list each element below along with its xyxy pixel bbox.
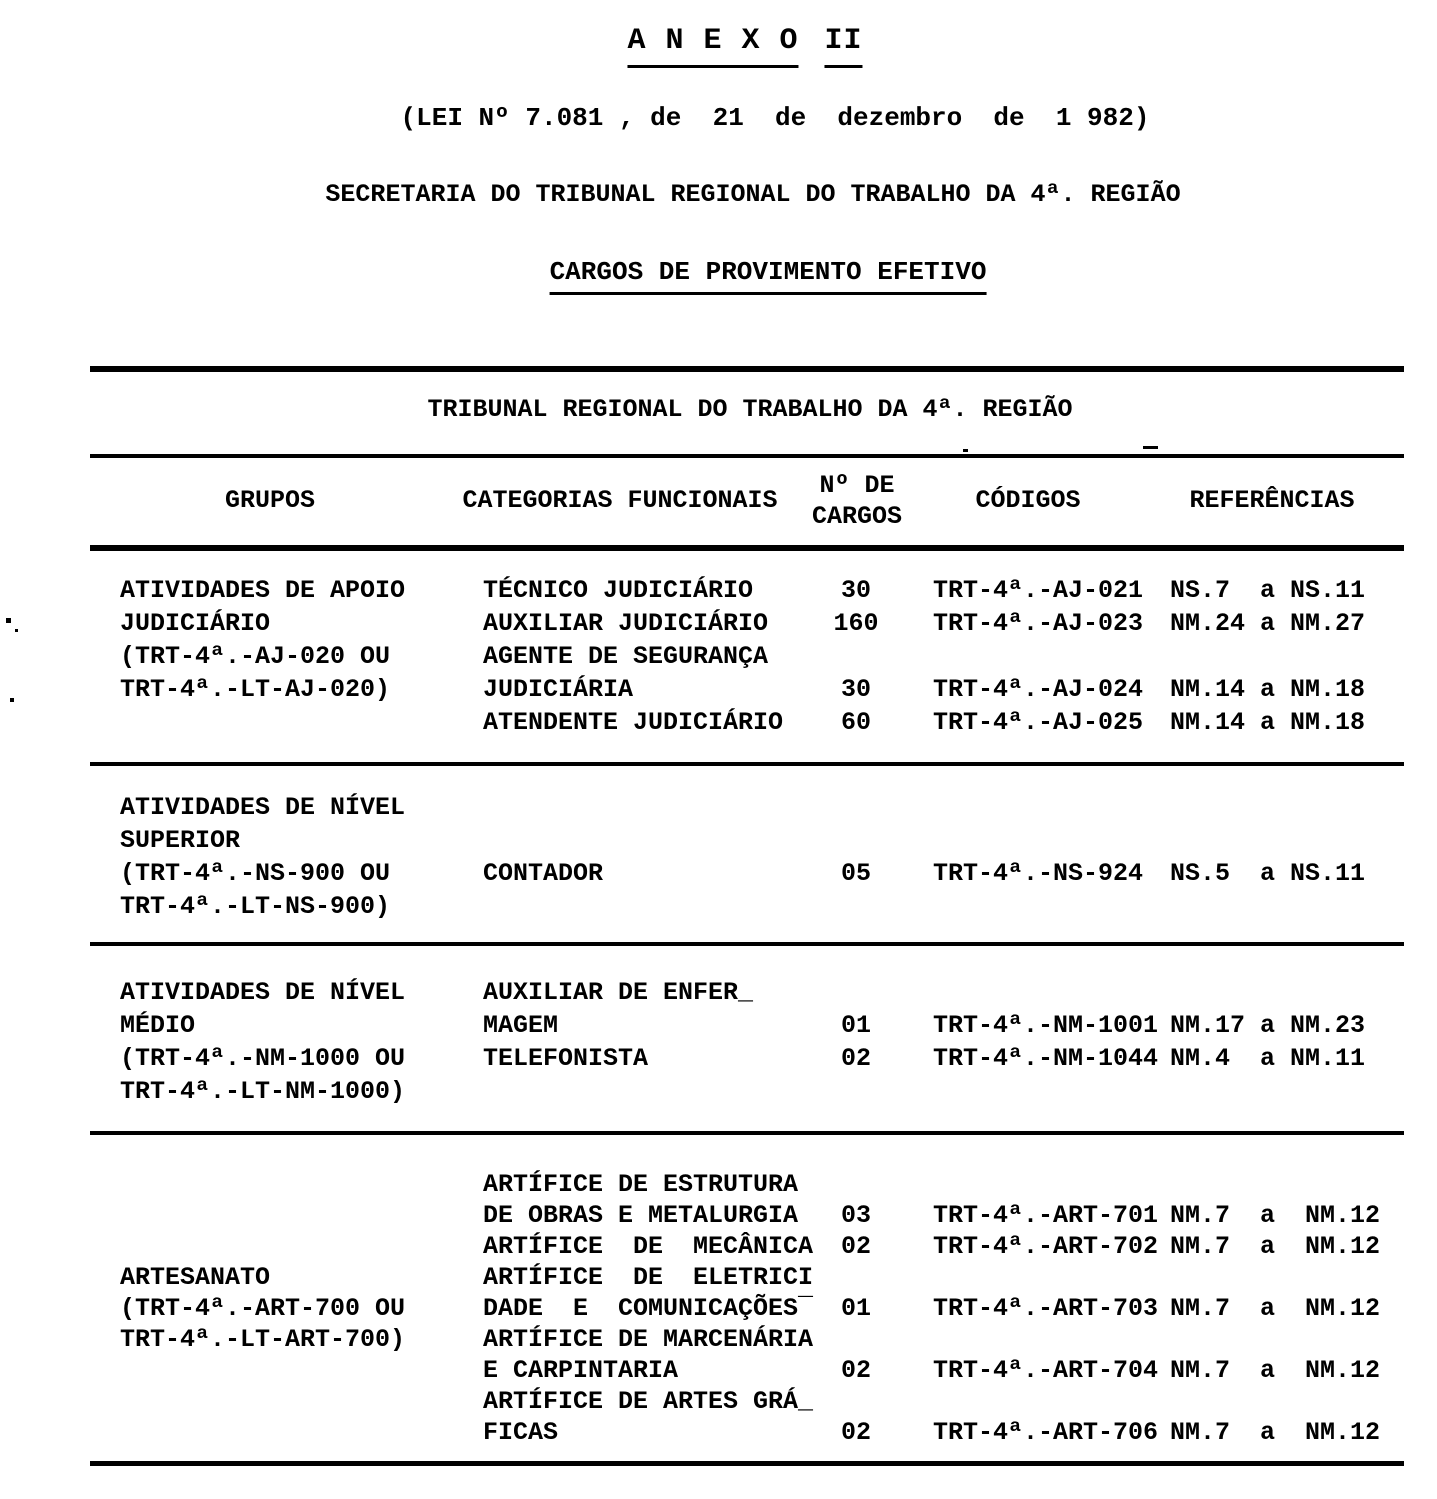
cell-categoria: DE OBRAS E METALURGIA xyxy=(483,1201,799,1230)
table-row xyxy=(0,708,1437,741)
table-rule-below-headers xyxy=(90,545,1404,551)
column-header-codigos: CÓDIGOS xyxy=(975,486,1081,515)
cell-categoria: TÉCNICO JUDICIÁRIO xyxy=(483,576,754,605)
table-row xyxy=(0,978,1437,1011)
cell-grupo: (TRT-4ª.-NM-1000 OU xyxy=(120,1044,406,1073)
table-rule-top xyxy=(90,366,1404,372)
cell-codigo: TRT-4ª.-AJ-021 xyxy=(933,576,1144,605)
cell-num-cargos: 30 xyxy=(840,675,871,704)
cell-grupo: ATIVIDADES DE APOIO xyxy=(120,576,406,605)
scan-speck xyxy=(1143,446,1158,449)
cell-referencia: NM.14 a NM.18 xyxy=(1170,675,1366,704)
column-header-num-cargos-line1: Nº DE xyxy=(819,471,895,500)
cell-num-cargos: 30 xyxy=(840,576,871,605)
cell-grupo: TRT-4ª.-LT-AJ-020) xyxy=(120,675,391,704)
cell-referencia: NM.14 a NM.18 xyxy=(1170,708,1366,737)
scan-speck xyxy=(6,618,11,623)
cell-categoria: ARTÍFICE DE ELETRICI xyxy=(483,1263,814,1292)
cell-referencia: NM.7 a NM.12 xyxy=(1170,1418,1381,1447)
scan-speck xyxy=(963,449,968,452)
law-reference: (LEI Nº 7.081 , de 21 de dezembro de 1 982) xyxy=(400,103,1150,133)
cell-grupo: ATIVIDADES DE NÍVEL xyxy=(120,978,406,1007)
table-row xyxy=(0,826,1437,859)
table-row xyxy=(0,1077,1437,1110)
cell-categoria: ARTÍFICE DE ESTRUTURA xyxy=(483,1170,799,1199)
cell-num-cargos: 02 xyxy=(840,1418,871,1447)
column-header-categorias: CATEGORIAS FUNCIONAIS xyxy=(462,486,778,515)
cell-codigo: TRT-4ª.-NM-1044 xyxy=(933,1044,1159,1073)
table-row xyxy=(0,1201,1437,1232)
cell-codigo: TRT-4ª.-ART-703 xyxy=(933,1294,1159,1323)
cell-categoria: MAGEM xyxy=(483,1011,559,1040)
cell-categoria: DADE E COMUNICAÇÕES¯ xyxy=(483,1294,814,1323)
cell-categoria: TELEFONISTA xyxy=(483,1044,649,1073)
cell-referencia: NS.5 a NS.11 xyxy=(1170,859,1366,888)
table-rule-below-title xyxy=(90,454,1404,458)
table-row xyxy=(0,1263,1437,1294)
cell-categoria: JUDICIÁRIA xyxy=(483,675,634,704)
section-nivel-medio xyxy=(0,978,1437,1110)
cell-grupo: TRT-4ª.-LT-NM-1000) xyxy=(120,1077,406,1106)
table-rule-section-2 xyxy=(90,942,1404,946)
table-row xyxy=(0,642,1437,675)
cell-grupo: (TRT-4ª.-ART-700 OU xyxy=(120,1294,406,1323)
cell-codigo: TRT-4ª.-ART-701 xyxy=(933,1201,1159,1230)
column-header-referencias: REFERÊNCIAS xyxy=(1189,486,1355,515)
cell-grupo: TRT-4ª.-LT-NS-900) xyxy=(120,892,391,921)
cell-categoria: CONTADOR xyxy=(483,859,604,888)
cell-num-cargos: 02 xyxy=(840,1232,871,1261)
document-title xyxy=(614,24,875,68)
cell-codigo: TRT-4ª.-ART-702 xyxy=(933,1232,1159,1261)
document-title-word: A N E X O xyxy=(627,24,798,68)
organization-line: SECRETARIA DO TRIBUNAL REGIONAL DO TRABALHO DA 4ª. REGIÃO xyxy=(325,180,1181,209)
column-header-num-cargos-line2: CARGOS xyxy=(811,502,903,531)
table-row xyxy=(0,675,1437,708)
cell-categoria: FICAS xyxy=(483,1418,559,1447)
cell-codigo: TRT-4ª.-AJ-023 xyxy=(933,609,1144,638)
table-row xyxy=(0,1356,1437,1387)
cell-referencia: NM.17 a NM.23 xyxy=(1170,1011,1366,1040)
section-nivel-superior xyxy=(0,793,1437,925)
table-row xyxy=(0,1418,1437,1449)
cell-grupo: (TRT-4ª.-NS-900 OU xyxy=(120,859,391,888)
table-title: TRIBUNAL REGIONAL DO TRABALHO DA 4ª. REGIÃO xyxy=(427,395,1073,424)
cell-num-cargos: 01 xyxy=(840,1294,871,1323)
cell-categoria: ATENDENTE JUDICIÁRIO xyxy=(483,708,784,737)
cell-num-cargos: 60 xyxy=(840,708,871,737)
cell-grupo: MÉDIO xyxy=(120,1011,196,1040)
table-rule-section-3 xyxy=(90,1131,1404,1135)
cell-codigo: TRT-4ª.-AJ-024 xyxy=(933,675,1144,704)
cell-codigo: TRT-4ª.-ART-706 xyxy=(933,1418,1159,1447)
cell-codigo: TRT-4ª.-NS-924 xyxy=(933,859,1144,888)
cell-num-cargos: 01 xyxy=(840,1011,871,1040)
cell-categoria: AUXILIAR JUDICIÁRIO xyxy=(483,609,769,638)
cell-num-cargos: 02 xyxy=(840,1044,871,1073)
cell-num-cargos: 160 xyxy=(833,609,879,638)
cell-codigo: TRT-4ª.-AJ-025 xyxy=(933,708,1144,737)
table-rule-section-1 xyxy=(90,762,1404,766)
table-row xyxy=(0,1325,1437,1356)
cell-grupo: ARTESANATO xyxy=(120,1263,271,1292)
column-header-num-cargos xyxy=(812,470,902,532)
cell-grupo: TRT-4ª.-LT-ART-700) xyxy=(120,1325,406,1354)
table-row xyxy=(0,892,1437,925)
table-row xyxy=(0,576,1437,609)
table-row xyxy=(0,1387,1437,1418)
table-rule-bottom xyxy=(90,1461,1404,1466)
cell-categoria: AUXILIAR DE ENFER_ xyxy=(483,978,754,1007)
cell-categoria: E CARPINTARIA xyxy=(483,1356,679,1385)
cell-categoria: ARTÍFICE DE ARTES GRÁ_ xyxy=(483,1387,814,1416)
cell-grupo: JUDICIÁRIO xyxy=(120,609,271,638)
cell-grupo: ATIVIDADES DE NÍVEL xyxy=(120,793,406,822)
section-apoio-judiciario xyxy=(0,576,1437,741)
document-subject xyxy=(550,257,987,295)
cell-referencia: NM.7 a NM.12 xyxy=(1170,1201,1381,1230)
cell-categoria: ARTÍFICE DE MARCENÁRIA xyxy=(483,1325,814,1354)
scan-speck xyxy=(15,629,18,632)
cell-num-cargos: 02 xyxy=(840,1356,871,1385)
cell-referencia: NM.7 a NM.12 xyxy=(1170,1294,1381,1323)
table-row xyxy=(0,1294,1437,1325)
column-header-grupos: GRUPOS xyxy=(224,486,316,515)
table-row xyxy=(0,793,1437,826)
cell-num-cargos: 05 xyxy=(840,859,871,888)
cell-grupo: (TRT-4ª.-AJ-020 OU xyxy=(120,642,391,671)
cell-referencia: NM.7 a NM.12 xyxy=(1170,1232,1381,1261)
table-row xyxy=(0,1170,1437,1201)
cell-codigo: TRT-4ª.-ART-704 xyxy=(933,1356,1159,1385)
section-artesanato xyxy=(0,1170,1437,1449)
cell-referencia: NM.4 a NM.11 xyxy=(1170,1044,1366,1073)
cell-referencia: NM.7 a NM.12 xyxy=(1170,1356,1381,1385)
table-row xyxy=(0,1044,1437,1077)
document-subject-text: CARGOS DE PROVIMENTO EFETIVO xyxy=(550,257,987,295)
table-row xyxy=(0,1232,1437,1263)
document-title-number: II xyxy=(825,24,863,68)
table-row xyxy=(0,609,1437,642)
cell-referencia: NM.24 a NM.27 xyxy=(1170,609,1366,638)
scan-speck xyxy=(10,698,14,702)
cell-categoria: AGENTE DE SEGURANÇA xyxy=(483,642,769,671)
cell-num-cargos: 03 xyxy=(840,1201,871,1230)
cell-codigo: TRT-4ª.-NM-1001 xyxy=(933,1011,1159,1040)
cell-categoria: ARTÍFICE DE MECÂNICA xyxy=(483,1232,814,1261)
table-row xyxy=(0,1011,1437,1044)
cell-referencia: NS.7 a NS.11 xyxy=(1170,576,1366,605)
table-row xyxy=(0,859,1437,892)
cell-grupo: SUPERIOR xyxy=(120,826,241,855)
